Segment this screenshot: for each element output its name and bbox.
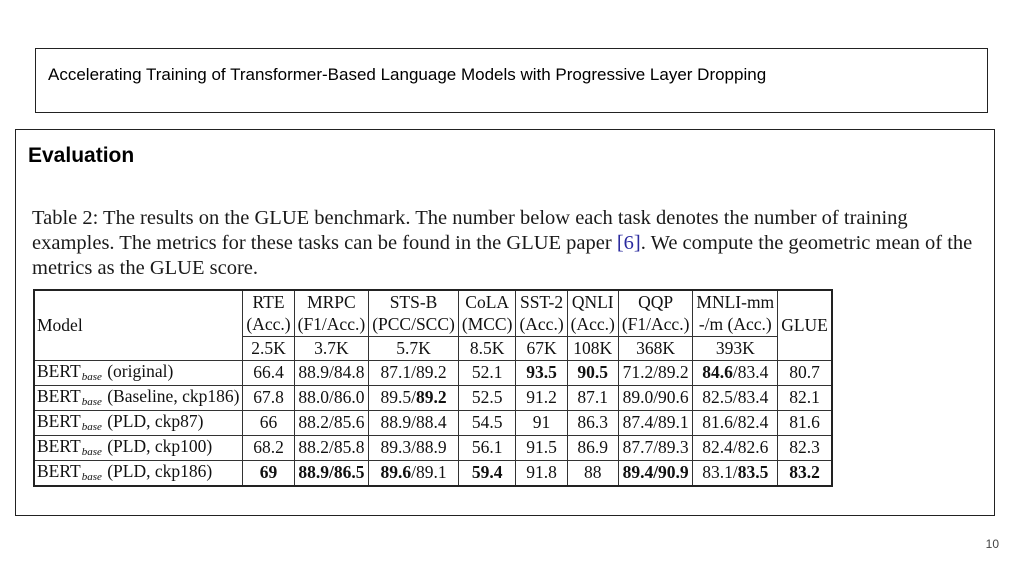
- bold-value: 59.4: [471, 462, 503, 482]
- rte-cell: 68.2: [243, 435, 294, 460]
- model-subscript: base: [81, 445, 102, 458]
- model-subscript: base: [81, 420, 102, 433]
- citation-link: [6]: [616, 232, 641, 254]
- stsb-cell: 87.1/89.2: [369, 360, 459, 385]
- task-name: MNLI-mm: [693, 290, 778, 314]
- table-header-row: [34, 290, 832, 314]
- rte-cell: 67.8: [243, 385, 294, 410]
- qnli-cell: 88: [567, 460, 618, 486]
- task-size: 8.5K: [458, 337, 516, 361]
- section-heading: Evaluation: [28, 144, 135, 167]
- mnli-cell: 82.4/82.6: [693, 435, 778, 460]
- rte-cell: 66.4: [243, 360, 294, 385]
- task-metric: (F1/Acc.): [294, 314, 369, 337]
- qqp-cell: [618, 460, 693, 486]
- sst2-cell: 91.2: [516, 385, 567, 410]
- task-metric: -/m (Acc.): [693, 314, 778, 337]
- mrpc-cell: 88.0/86.0: [294, 385, 369, 410]
- task-name: CoLA: [458, 290, 516, 314]
- model-cell: [34, 410, 243, 435]
- task-metric: (Acc.): [243, 314, 294, 337]
- task-name: QQP: [618, 290, 693, 314]
- glue-cell: 82.3: [778, 435, 832, 460]
- task-name: SST-2: [516, 290, 567, 314]
- mnli-cell: 81.6/82.4: [693, 410, 778, 435]
- bold-value: 88.9/86.5: [298, 462, 365, 482]
- page-number: 10: [985, 537, 999, 551]
- cola-cell: 56.1: [458, 435, 516, 460]
- model-cell: [34, 435, 243, 460]
- bold-value: 83.2: [789, 462, 820, 482]
- task-metric: (MCC): [458, 314, 516, 337]
- mnli-cell: [693, 460, 778, 486]
- model-variant: (Baseline, ckp186): [107, 385, 240, 406]
- mrpc-cell: 88.2/85.8: [294, 435, 369, 460]
- slide-title-box: [35, 48, 988, 113]
- model-prefix: BERT: [37, 385, 81, 406]
- rte-cell: [243, 460, 294, 486]
- cola-cell: [458, 460, 516, 486]
- model-prefix: BERT: [37, 410, 81, 431]
- task-metric: (PCC/SCC): [369, 314, 459, 337]
- qqp-cell: 71.2/89.2: [618, 360, 693, 385]
- mnli-cell: [693, 360, 778, 385]
- model-subscript: base: [81, 470, 102, 483]
- qnli-cell: 86.3: [567, 410, 618, 435]
- plain-value: 83.1/: [702, 462, 738, 482]
- qqp-cell: 89.0/90.6: [618, 385, 693, 410]
- mnli-cell: 82.5/83.4: [693, 385, 778, 410]
- task-name: STS-B: [369, 290, 459, 314]
- model-cell: [34, 385, 243, 410]
- task-size: 393K: [693, 337, 778, 361]
- model-subscript: base: [81, 370, 102, 383]
- model-header: Model: [34, 290, 243, 360]
- sst2-cell: 91: [516, 410, 567, 435]
- task-size: 67K: [516, 337, 567, 361]
- task-metric: (F1/Acc.): [618, 314, 693, 337]
- task-name: RTE: [243, 290, 294, 314]
- slide-title: Accelerating Training of Transformer-Based Language Models with Progressive Layer Dropping: [48, 65, 767, 84]
- sst2-cell: [516, 360, 567, 385]
- plain-value: /83.4: [732, 362, 769, 382]
- sst2-cell: 91.5: [516, 435, 567, 460]
- results-table: [33, 289, 833, 487]
- stsb-cell: [369, 460, 459, 486]
- task-metric: (Acc.): [516, 314, 567, 337]
- model-variant: (PLD, ckp87): [107, 410, 204, 431]
- qnli-cell: [567, 360, 618, 385]
- model-variant: (PLD, ckp100): [107, 435, 213, 456]
- rte-cell: 66: [243, 410, 294, 435]
- table-row: [34, 460, 832, 486]
- glue-header: GLUE: [778, 290, 832, 360]
- content-box: [15, 129, 995, 516]
- bold-value: 89.4/90.9: [622, 462, 689, 482]
- cola-cell: 52.1: [458, 360, 516, 385]
- model-prefix: BERT: [37, 360, 81, 381]
- bold-value: 89.2: [415, 387, 447, 407]
- bold-value: 93.5: [526, 362, 557, 382]
- task-size: 368K: [618, 337, 693, 361]
- table-row: [34, 385, 832, 410]
- plain-value: 89.5/: [380, 387, 416, 407]
- bold-value: 90.5: [577, 362, 609, 382]
- task-size: 2.5K: [243, 337, 294, 361]
- stsb-cell: 89.3/88.9: [369, 435, 459, 460]
- task-size: 5.7K: [369, 337, 459, 361]
- bold-value: 89.6: [380, 462, 412, 482]
- bold-value: 83.5: [737, 462, 769, 482]
- cola-cell: 52.5: [458, 385, 516, 410]
- table-row: [34, 410, 832, 435]
- qqp-cell: 87.7/89.3: [618, 435, 693, 460]
- caption-text-end: . We compute the geometric mean of the metrics as the GLUE score.: [32, 232, 973, 279]
- stsb-cell: [369, 385, 459, 410]
- model-subscript: base: [81, 395, 102, 408]
- task-size: 3.7K: [294, 337, 369, 361]
- task-size: 108K: [567, 337, 618, 361]
- qnli-cell: 87.1: [567, 385, 618, 410]
- table-caption: [32, 206, 982, 281]
- cola-cell: 54.5: [458, 410, 516, 435]
- task-name: MRPC: [294, 290, 369, 314]
- sst2-cell: 91.8: [516, 460, 567, 486]
- mrpc-cell: [294, 460, 369, 486]
- task-name: QNLI: [567, 290, 618, 314]
- glue-cell: 82.1: [778, 385, 832, 410]
- caption-text: Table 2: The results on the GLUE benchmark. The number below each task denotes the number of training examples. The metrics for these tasks can be found in the GLUE paper: [32, 207, 908, 254]
- model-cell: [34, 360, 243, 385]
- plain-value: /89.1: [411, 462, 447, 482]
- glue-cell: 81.6: [778, 410, 832, 435]
- qnli-cell: 86.9: [567, 435, 618, 460]
- mrpc-cell: 88.2/85.6: [294, 410, 369, 435]
- glue-cell: 80.7: [778, 360, 832, 385]
- bold-value: 69: [259, 462, 278, 482]
- stsb-cell: 88.9/88.4: [369, 410, 459, 435]
- table-row: [34, 435, 832, 460]
- model-variant: (original): [107, 360, 174, 381]
- mrpc-cell: 88.9/84.8: [294, 360, 369, 385]
- table-row: [34, 360, 832, 385]
- model-cell: [34, 460, 243, 486]
- task-metric: (Acc.): [567, 314, 618, 337]
- glue-cell: [778, 460, 832, 486]
- model-variant: (PLD, ckp186): [107, 460, 213, 481]
- qqp-cell: 87.4/89.1: [618, 410, 693, 435]
- model-prefix: BERT: [37, 435, 81, 456]
- model-prefix: BERT: [37, 460, 81, 481]
- bold-value: 84.6: [702, 362, 733, 382]
